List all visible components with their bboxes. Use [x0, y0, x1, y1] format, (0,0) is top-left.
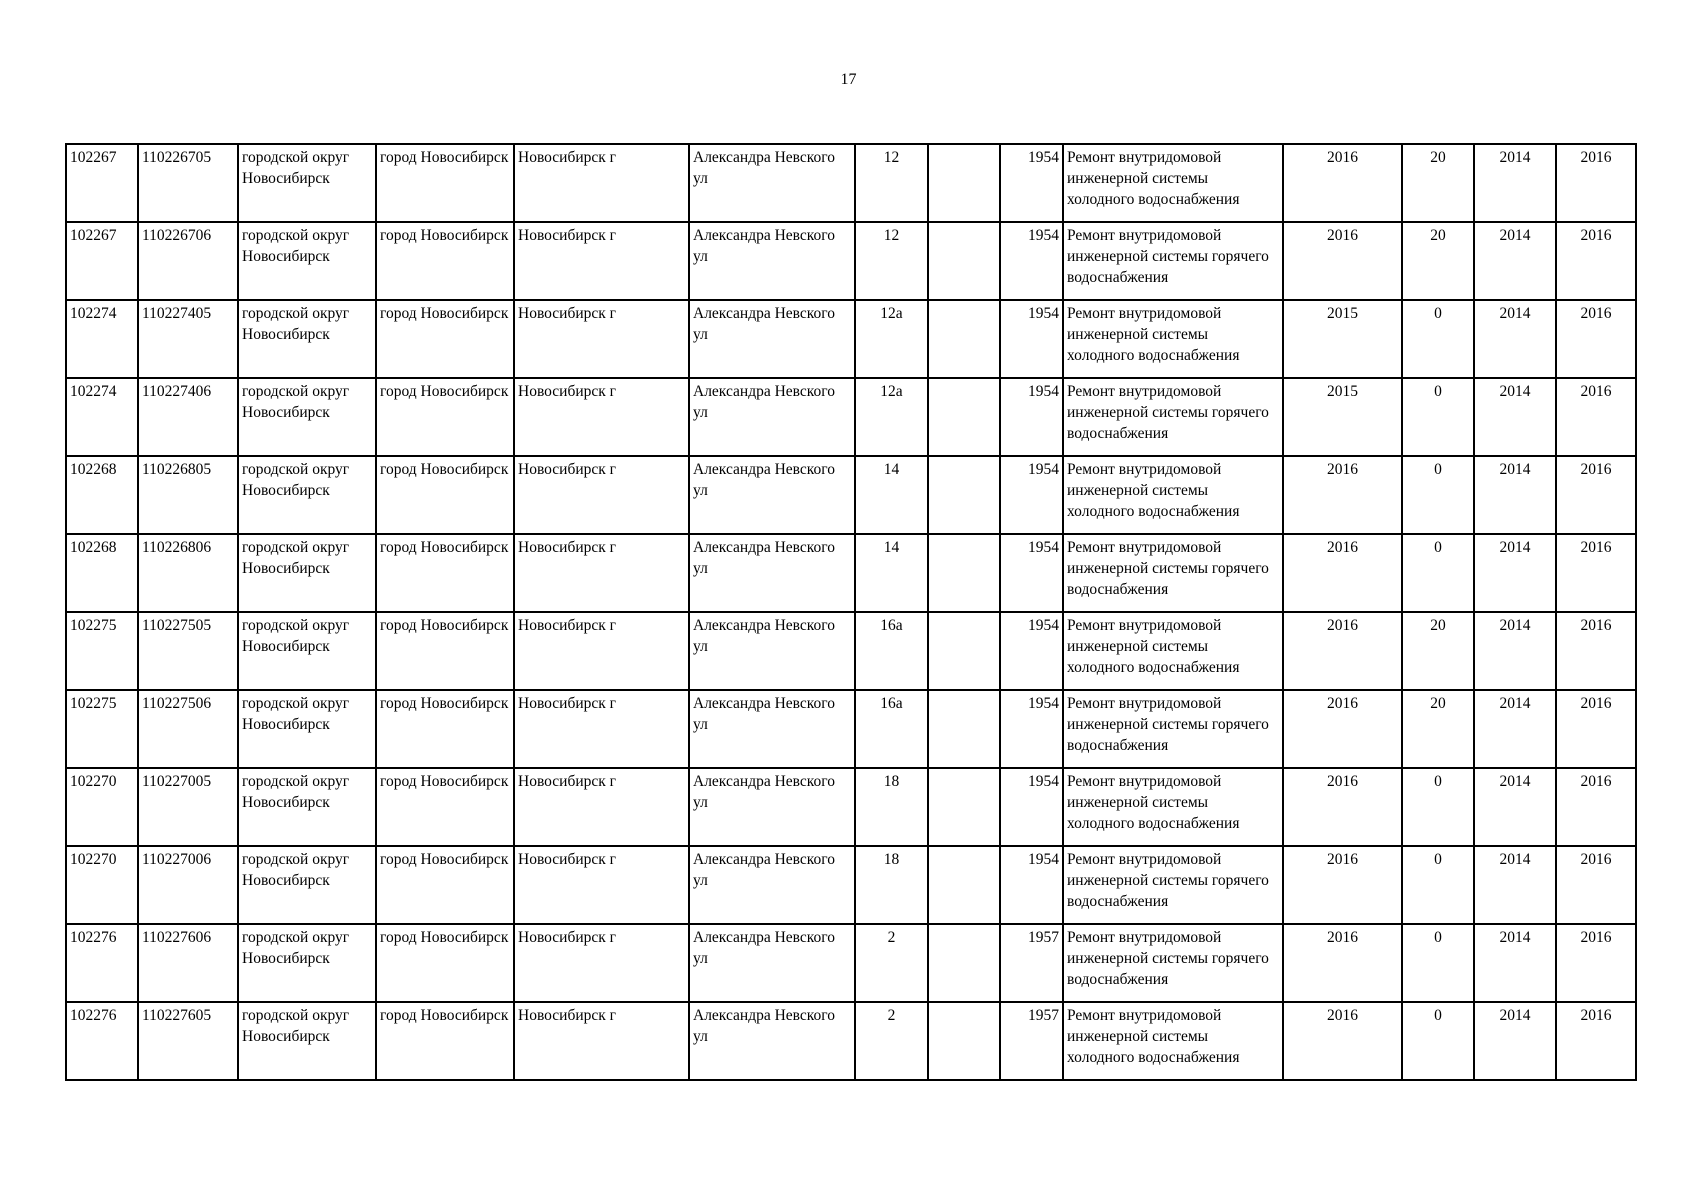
cell-work: Ремонт внутридомовой инженерной системы холодного водоснабжения: [1063, 1002, 1283, 1080]
cell-locality: Новосибирск г: [514, 690, 689, 768]
cell-house: 18: [855, 846, 928, 924]
cell-locality: Новосибирск г: [514, 456, 689, 534]
cell-settlement: город Новосибирск: [376, 612, 514, 690]
cell-period-end: 2016: [1556, 144, 1636, 222]
cell-district: городской округ Новосибирск: [238, 690, 376, 768]
cell-id: 102276: [66, 924, 138, 1002]
cell-value: 0: [1402, 1002, 1474, 1080]
cell-work: Ремонт внутридомовой инженерной системы холодного водоснабжения: [1063, 300, 1283, 378]
cell-id: 102268: [66, 456, 138, 534]
table-row: [66, 144, 1636, 222]
cell-code: 110227405: [138, 300, 238, 378]
cell-year-work: 2016: [1283, 846, 1402, 924]
cell-value: 20: [1402, 222, 1474, 300]
cell-code: 110227406: [138, 378, 238, 456]
cell-id: 102270: [66, 846, 138, 924]
table-row: [66, 534, 1636, 612]
cell-period-start: 2014: [1474, 612, 1556, 690]
cell-year-built: 1954: [1000, 456, 1063, 534]
cell-period-start: 2014: [1474, 534, 1556, 612]
cell-locality: Новосибирск г: [514, 222, 689, 300]
cell-period-start: 2014: [1474, 378, 1556, 456]
cell-code: 110227605: [138, 1002, 238, 1080]
table-row: [66, 378, 1636, 456]
cell-street: Александра Невского ул: [689, 612, 855, 690]
cell-year-work: 2016: [1283, 690, 1402, 768]
cell-district: городской округ Новосибирск: [238, 300, 376, 378]
cell-locality: Новосибирск г: [514, 924, 689, 1002]
cell-street: Александра Невского ул: [689, 768, 855, 846]
table-body: [66, 144, 1636, 1080]
cell-work: Ремонт внутридомовой инженерной системы горячего водоснабжения: [1063, 924, 1283, 1002]
cell-locality: Новосибирск г: [514, 300, 689, 378]
cell-value: 0: [1402, 300, 1474, 378]
cell-code: 110226806: [138, 534, 238, 612]
cell-street: Александра Невского ул: [689, 1002, 855, 1080]
cell-year-built: 1954: [1000, 378, 1063, 456]
table-row: [66, 612, 1636, 690]
cell-street: Александра Невского ул: [689, 846, 855, 924]
cell-building: [928, 1002, 1000, 1080]
cell-year-built: 1954: [1000, 222, 1063, 300]
cell-code: 110227606: [138, 924, 238, 1002]
cell-building: [928, 612, 1000, 690]
cell-building: [928, 768, 1000, 846]
cell-period-start: 2014: [1474, 144, 1556, 222]
cell-year-work: 2016: [1283, 222, 1402, 300]
cell-house: 2: [855, 924, 928, 1002]
cell-period-start: 2014: [1474, 300, 1556, 378]
cell-work: Ремонт внутридомовой инженерной системы горячего водоснабжения: [1063, 690, 1283, 768]
cell-work: Ремонт внутридомовой инженерной системы холодного водоснабжения: [1063, 144, 1283, 222]
cell-work: Ремонт внутридомовой инженерной системы горячего водоснабжения: [1063, 378, 1283, 456]
cell-year-built: 1954: [1000, 300, 1063, 378]
cell-code: 110226706: [138, 222, 238, 300]
cell-code: 110227506: [138, 690, 238, 768]
cell-period-end: 2016: [1556, 768, 1636, 846]
table-row: [66, 924, 1636, 1002]
cell-building: [928, 144, 1000, 222]
housing-repair-table: [65, 143, 1637, 1081]
cell-building: [928, 222, 1000, 300]
cell-year-built: 1954: [1000, 846, 1063, 924]
cell-district: городской округ Новосибирск: [238, 378, 376, 456]
cell-period-end: 2016: [1556, 534, 1636, 612]
cell-work: Ремонт внутридомовой инженерной системы холодного водоснабжения: [1063, 456, 1283, 534]
table-row: [66, 690, 1636, 768]
cell-value: 0: [1402, 534, 1474, 612]
cell-period-start: 2014: [1474, 222, 1556, 300]
table-row: [66, 846, 1636, 924]
cell-year-built: 1954: [1000, 534, 1063, 612]
cell-year-work: 2016: [1283, 924, 1402, 1002]
cell-period-end: 2016: [1556, 924, 1636, 1002]
cell-id: 102268: [66, 534, 138, 612]
cell-code: 110227005: [138, 768, 238, 846]
cell-work: Ремонт внутридомовой инженерной системы горячего водоснабжения: [1063, 846, 1283, 924]
cell-district: городской округ Новосибирск: [238, 768, 376, 846]
cell-work: Ремонт внутридомовой инженерной системы горячего водоснабжения: [1063, 222, 1283, 300]
cell-period-start: 2014: [1474, 846, 1556, 924]
cell-building: [928, 378, 1000, 456]
cell-year-work: 2016: [1283, 768, 1402, 846]
cell-building: [928, 846, 1000, 924]
cell-period-start: 2014: [1474, 768, 1556, 846]
cell-settlement: город Новосибирск: [376, 378, 514, 456]
cell-year-built: 1954: [1000, 768, 1063, 846]
cell-locality: Новосибирск г: [514, 144, 689, 222]
cell-year-work: 2016: [1283, 534, 1402, 612]
cell-house: 16а: [855, 612, 928, 690]
cell-period-end: 2016: [1556, 456, 1636, 534]
cell-district: городской округ Новосибирск: [238, 1002, 376, 1080]
cell-district: городской округ Новосибирск: [238, 144, 376, 222]
cell-code: 110227505: [138, 612, 238, 690]
table-row: [66, 1002, 1636, 1080]
cell-period-start: 2014: [1474, 456, 1556, 534]
cell-house: 2: [855, 1002, 928, 1080]
cell-year-built: 1957: [1000, 924, 1063, 1002]
cell-settlement: город Новосибирск: [376, 924, 514, 1002]
cell-locality: Новосибирск г: [514, 612, 689, 690]
cell-period-end: 2016: [1556, 690, 1636, 768]
cell-district: городской округ Новосибирск: [238, 846, 376, 924]
cell-value: 20: [1402, 690, 1474, 768]
cell-id: 102270: [66, 768, 138, 846]
cell-settlement: город Новосибирск: [376, 534, 514, 612]
cell-id: 102275: [66, 690, 138, 768]
cell-period-end: 2016: [1556, 846, 1636, 924]
cell-value: 0: [1402, 456, 1474, 534]
cell-house: 12: [855, 222, 928, 300]
cell-house: 14: [855, 534, 928, 612]
cell-work: Ремонт внутридомовой инженерной системы холодного водоснабжения: [1063, 768, 1283, 846]
cell-street: Александра Невского ул: [689, 534, 855, 612]
cell-locality: Новосибирск г: [514, 534, 689, 612]
cell-period-end: 2016: [1556, 300, 1636, 378]
cell-house: 16а: [855, 690, 928, 768]
cell-building: [928, 456, 1000, 534]
cell-street: Александра Невского ул: [689, 690, 855, 768]
cell-district: городской округ Новосибирск: [238, 924, 376, 1002]
table-row: [66, 456, 1636, 534]
cell-building: [928, 924, 1000, 1002]
cell-year-work: 2016: [1283, 456, 1402, 534]
cell-locality: Новосибирск г: [514, 768, 689, 846]
cell-street: Александра Невского ул: [689, 222, 855, 300]
cell-year-work: 2015: [1283, 378, 1402, 456]
cell-settlement: город Новосибирск: [376, 1002, 514, 1080]
cell-house: 12а: [855, 378, 928, 456]
cell-house: 14: [855, 456, 928, 534]
cell-district: городской округ Новосибирск: [238, 534, 376, 612]
cell-street: Александра Невского ул: [689, 456, 855, 534]
cell-period-end: 2016: [1556, 612, 1636, 690]
cell-period-end: 2016: [1556, 378, 1636, 456]
cell-street: Александра Невского ул: [689, 300, 855, 378]
cell-year-work: 2016: [1283, 144, 1402, 222]
cell-id: 102267: [66, 222, 138, 300]
page-number: 17: [840, 71, 857, 88]
table-row: [66, 222, 1636, 300]
cell-settlement: город Новосибирск: [376, 846, 514, 924]
cell-district: городской округ Новосибирск: [238, 612, 376, 690]
cell-code: 110226705: [138, 144, 238, 222]
cell-settlement: город Новосибирск: [376, 690, 514, 768]
cell-period-start: 2014: [1474, 924, 1556, 1002]
cell-locality: Новосибирск г: [514, 1002, 689, 1080]
cell-street: Александра Невского ул: [689, 378, 855, 456]
cell-district: городской округ Новосибирск: [238, 222, 376, 300]
cell-work: Ремонт внутридомовой инженерной системы горячего водоснабжения: [1063, 534, 1283, 612]
cell-settlement: город Новосибирск: [376, 456, 514, 534]
cell-value: 0: [1402, 924, 1474, 1002]
cell-id: 102276: [66, 1002, 138, 1080]
cell-house: 12: [855, 144, 928, 222]
cell-house: 18: [855, 768, 928, 846]
cell-settlement: город Новосибирск: [376, 768, 514, 846]
cell-year-work: 2016: [1283, 612, 1402, 690]
table-row: [66, 300, 1636, 378]
cell-street: Александра Невского ул: [689, 924, 855, 1002]
cell-house: 12а: [855, 300, 928, 378]
cell-year-work: 2016: [1283, 1002, 1402, 1080]
cell-locality: Новосибирск г: [514, 378, 689, 456]
cell-locality: Новосибирск г: [514, 846, 689, 924]
cell-id: 102274: [66, 300, 138, 378]
cell-value: 0: [1402, 846, 1474, 924]
cell-id: 102267: [66, 144, 138, 222]
cell-code: 110226805: [138, 456, 238, 534]
cell-code: 110227006: [138, 846, 238, 924]
cell-building: [928, 534, 1000, 612]
cell-period-end: 2016: [1556, 222, 1636, 300]
cell-settlement: город Новосибирск: [376, 300, 514, 378]
cell-period-start: 2014: [1474, 1002, 1556, 1080]
cell-year-built: 1957: [1000, 1002, 1063, 1080]
cell-period-end: 2016: [1556, 1002, 1636, 1080]
cell-id: 102275: [66, 612, 138, 690]
cell-building: [928, 300, 1000, 378]
cell-value: 0: [1402, 378, 1474, 456]
cell-value: 0: [1402, 768, 1474, 846]
cell-year-built: 1954: [1000, 690, 1063, 768]
cell-year-built: 1954: [1000, 612, 1063, 690]
cell-street: Александра Невского ул: [689, 144, 855, 222]
cell-value: 20: [1402, 144, 1474, 222]
table-row: [66, 768, 1636, 846]
cell-period-start: 2014: [1474, 690, 1556, 768]
cell-year-work: 2015: [1283, 300, 1402, 378]
cell-settlement: город Новосибирск: [376, 222, 514, 300]
cell-settlement: город Новосибирск: [376, 144, 514, 222]
cell-year-built: 1954: [1000, 144, 1063, 222]
cell-work: Ремонт внутридомовой инженерной системы холодного водоснабжения: [1063, 612, 1283, 690]
cell-district: городской округ Новосибирск: [238, 456, 376, 534]
cell-id: 102274: [66, 378, 138, 456]
cell-building: [928, 690, 1000, 768]
cell-value: 20: [1402, 612, 1474, 690]
